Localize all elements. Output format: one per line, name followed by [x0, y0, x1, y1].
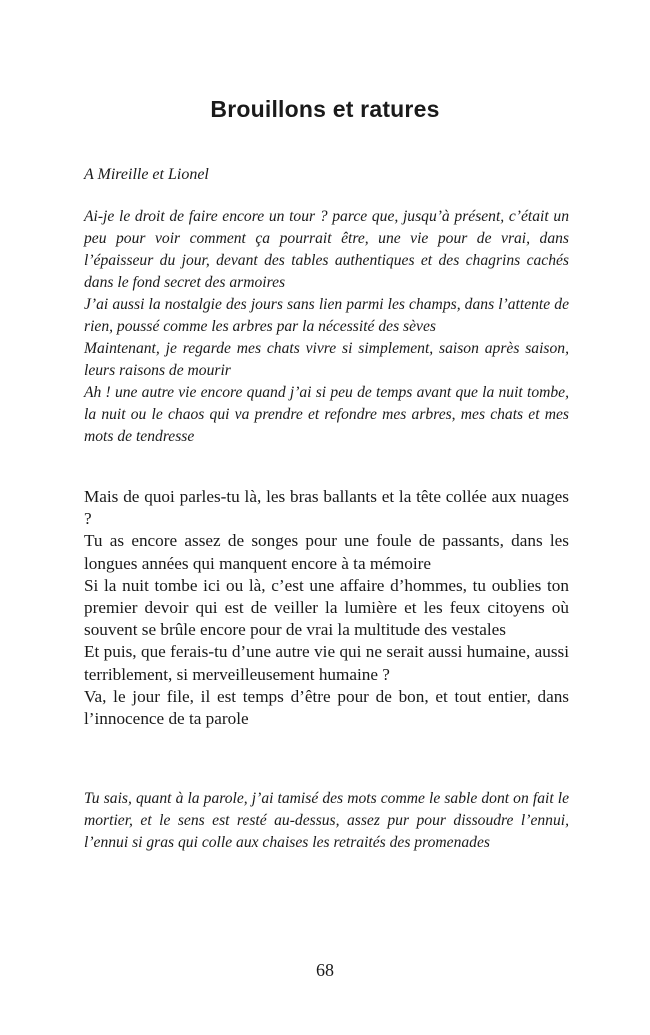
stanza-2-line: Mais de quoi parles-tu là, les bras ballants et la tête collée aux nuages ?: [84, 487, 569, 529]
stanza-3-line: Tu sais, quant à la parole, j’ai tamisé des mots comme le sable dont on fait le mortier, et le sens est resté au-dessus, assez pur pour dissoudre l’ennui, l’ennui si gras qui colle aux chaises les retraités des promenades: [84, 790, 569, 851]
stanza-1-line: Ah ! une autre vie encore quand j’ai si peu de temps avant que la nuit tombe, la nuit ou le chaos qui va prendre et refondre mes arbres, mes chats et mes mots de tendresse: [84, 384, 569, 445]
stanza-2: [84, 486, 569, 730]
stanza-2-line: Va, le jour file, il est temps d’être pour de bon, et tout entier, dans l’innocence de ta parole: [84, 686, 569, 729]
stanza-2-line: Si la nuit tombe ici ou là, c’est une affaire d’hommes, tu oublies ton premier devoir qui est de veiller la lumière et les feux citoyens où souvent se brûle encore pour de vrai la multitude des vestales: [84, 575, 569, 640]
stanza-2-line: Et puis, que ferais-tu d’une autre vie qui ne serait aussi humaine, aussi terriblement, si merveilleusement humaine ?: [84, 642, 569, 684]
stanza-3: [84, 788, 569, 854]
stanza-2-line: Tu as encore assez de songes pour une foule de passants, dans les longues années qui manquent encore à ta mémoire: [84, 531, 569, 573]
dedication: A Mireille et Lionel: [84, 166, 209, 183]
stanza-1-line: Ai-je le droit de faire encore un tour ? parce que, jusqu’à présent, c’était un peu pour voir comment ça pourrait être, une vie pour de vrai, dans l’épaisseur du jour, devant des tables authentiques et des chagrins cachés dans le fond secret des armoires: [84, 208, 569, 291]
stanza-1-line: J’ai aussi la nostalgie des jours sans lien parmi les champs, dans l’attente de rien, poussé comme les arbres par la nécessité des sèves: [84, 296, 569, 335]
stanza-1: [84, 206, 569, 448]
page-number: 68: [316, 960, 334, 980]
stanza-1-line: Maintenant, je regarde mes chats vivre si simplement, saison après saison, leurs raisons de mourir: [84, 340, 569, 379]
poem-title: Brouillons et ratures: [210, 96, 440, 122]
